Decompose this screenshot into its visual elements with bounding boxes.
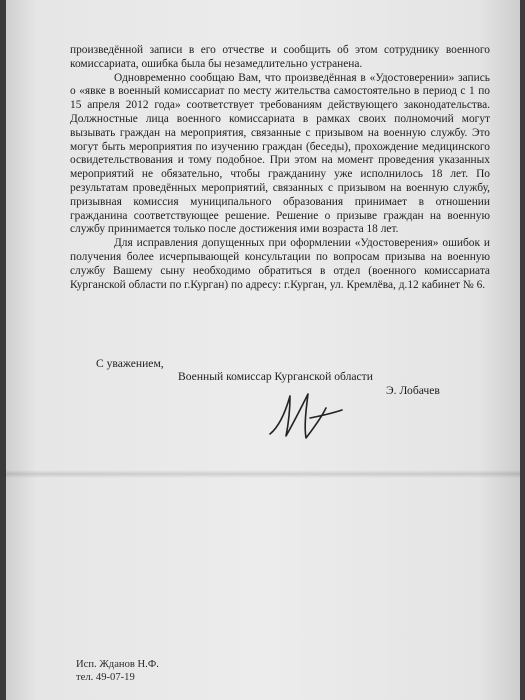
paragraph-2: Одновременно сообщаю Вам, что произведённая в «Удостоверении» запись о «явке в военный комиссариат по месту жительства самостоятельно в период с 1 по 15 апреля 2012 года» соответствует требованиям действующего законодательства. Должностные лица военного комиссариата в рамках своих полномочий могут вызывать граждан на мероприятия, связанные с призывом на военную службу. Это могут быть мероприятия по изучению граждан (беседы), прохождение медицинского освидетельствования и тому подобное. При этом на момент проведения указанных мероприятий не обязательно, чтобы гражданину уже исполнилось 18 лет. По результатам проведённых мероприятий, связанных с призывом на военную службу, призывная комиссия муниципального образования принимает в отношении гражданина соответствующее решение. Решение о призыве граждан на военную службу принимается только после достижения ими возраста 18 лет. <box>70 71 490 236</box>
paragraph-3: Для исправления допущенных при оформлении «Удостоверения» ошибок и получения более исчерпывающей консультации по вопросам призыва на военную службу Вашему сыну необходимо обратиться в отдел (военного комиссариата Курганской области по г.Курган) по адресу: г.Курган, ул. Кремлёва, д.12 кабинет № 6. <box>70 237 490 291</box>
executor-phone: тел. 49-07-19 <box>76 672 135 683</box>
executor-name: Исп. Жданов Н.Ф. <box>76 659 159 670</box>
handwritten-signature <box>264 388 346 444</box>
letter-body <box>70 44 490 292</box>
signer-name: Э. Лобачев <box>386 384 440 397</box>
signer-title: Военный комиссар Курганской области <box>178 370 373 383</box>
closing-salutation: С уважением, <box>96 357 164 370</box>
paragraph-1: произведённой записи в его отчестве и сообщить об этом сотруднику военного комиссариата, ошибка была бы незамедлительно устранена. <box>70 44 490 70</box>
page-fold <box>6 470 520 478</box>
letter-page <box>6 0 520 700</box>
executor-block <box>76 658 159 684</box>
